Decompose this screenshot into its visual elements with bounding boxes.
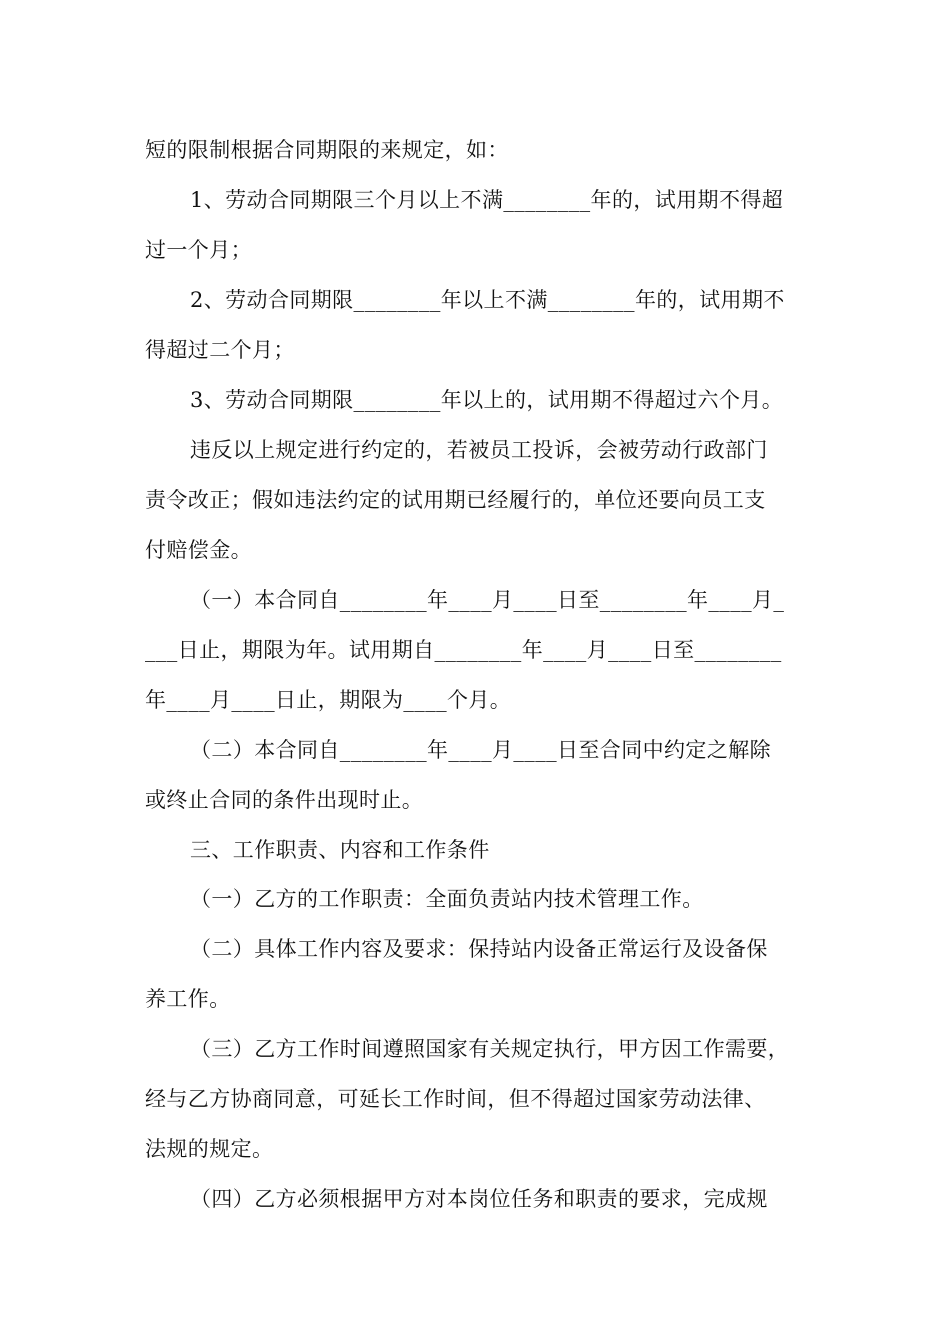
section-heading: 三、工作职责、内容和工作条件: [190, 838, 490, 862]
text-line: 养工作。: [145, 987, 231, 1011]
text-line: 3、劳动合同期限________年以上的，试用期不得超过六个月。: [190, 388, 784, 412]
text-line: 经与乙方协商同意，可延长工作时间，但不得超过国家劳动法律、: [145, 1087, 766, 1111]
text-line: 短的限制根据合同期限的来规定，如：: [145, 138, 509, 162]
text-line: （四）乙方必须根据甲方对本岗位任务和职责的要求，完成规: [190, 1187, 768, 1211]
text-line: （二）本合同自________年____月____日至合同中约定之解除: [190, 738, 771, 762]
text-line: 责令改正；假如违法约定的试用期已经履行的，单位还要向员工支: [145, 488, 766, 512]
text-line: 违反以上规定进行约定的，若被员工投诉，会被劳动行政部门: [190, 438, 768, 462]
text-line: （一）本合同自________年____月____日至________年____月_: [190, 588, 785, 612]
text-line: 年____月____日止，期限为____个月。: [145, 688, 512, 712]
text-line: 得超过二个月；: [145, 338, 295, 362]
text-line: ___日止，期限为年。试用期自________年____月____日至________: [145, 638, 782, 662]
text-line: 1、劳动合同期限三个月以上不满________年的，试用期不得超: [190, 188, 784, 212]
text-line: 2、劳动合同期限________年以上不满________年的，试用期不: [190, 288, 785, 312]
text-line: （三）乙方工作时间遵照国家有关规定执行，甲方因工作需要，: [190, 1037, 790, 1061]
text-line: （一）乙方的工作职责：全面负责站内技术管理工作。: [190, 887, 704, 911]
text-line: 法规的规定。: [145, 1137, 274, 1161]
text-line: 过一个月；: [145, 238, 252, 262]
text-line: 付赔偿金。: [145, 538, 252, 562]
text-line: （二）具体工作内容及要求：保持站内设备正常运行及设备保: [190, 937, 768, 961]
text-line: 或终止合同的条件出现时止。: [145, 788, 424, 812]
